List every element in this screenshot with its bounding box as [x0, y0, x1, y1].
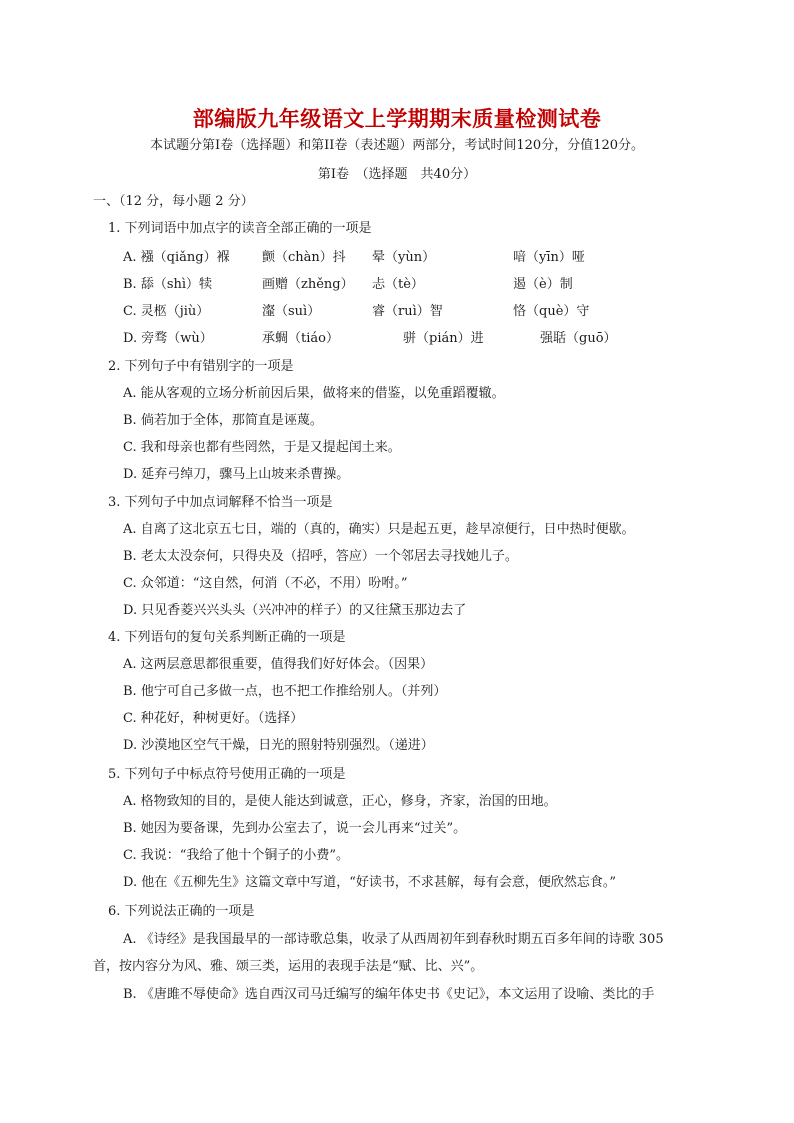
q1-option-d-word1: D. 旁骛（wù）: [123, 331, 213, 346]
q6-option-a-line1: A. 《诗经》是我国最早的一部诗歌总集，收录了从西周初年到春秋时期五百多年间的诗歌 305: [123, 932, 664, 947]
q1-option-c-word4: 恪（què）守: [513, 304, 590, 319]
q4-option-d: D. 沙漠地区空气干燥，日光的照射特别强烈。（递进）: [123, 738, 434, 753]
q1-option-c-word1: C. 灵柩（jiù）: [123, 304, 210, 319]
q1-option-d-word2: 承蜩（tiáo）: [262, 331, 339, 346]
q3-option-d: D. 只见香菱兴兴头头（兴冲冲的样子）的又往黛玉那边去了: [123, 603, 467, 618]
q1-stem: 1. 下列词语中加点字的读音全部正确的一项是: [108, 221, 372, 236]
q3-option-c: C. 众邻道：“这自然，何消（不必，不用）吩咐。”: [123, 576, 408, 591]
q1-option-a-word2: 颤（chàn）抖: [262, 250, 346, 265]
q6-option-b-line1: B. 《唐雎不辱使命》选自西汉司马迁编写的编年体史书《史记》，本文运用了设喻、类比的手: [123, 987, 655, 1002]
q1-option-b-word2: 画赠（zhěng）: [262, 277, 354, 292]
q1-option-b-word1: B. 舔（shì）犊: [123, 277, 213, 292]
exam-title: 部编版九年级语文上学期期末质量检测试卷: [192, 107, 602, 131]
q2-stem: 2. 下列句子中有错别字的一项是: [108, 359, 294, 374]
q1-option-c-word3: 睿（ruì）智: [372, 304, 443, 319]
q1-option-d-word4: 强聒（guō）: [540, 331, 617, 346]
q4-option-a: A. 这两层意思都很重要，值得我们好好体会。（因果）: [123, 657, 434, 672]
q1-option-b-word4: 遏（è）制: [513, 277, 573, 292]
q4-option-b: B. 他宁可自己多做一点，也不把工作推给别人。（并列）: [123, 684, 447, 699]
q1-option-a-word1: A. 襁（qiǎng）褓: [123, 250, 230, 265]
q2-option-d: D. 延弃弓绰刀，骤马上山坡来杀曹操。: [123, 467, 350, 482]
q1-option-d-word3: 骈（pián）进: [403, 331, 484, 346]
q5-stem: 5. 下列句子中标点符号使用正确的一项是: [108, 767, 346, 782]
q3-option-b: B. 老太太没奈何，只得央及（招呼，答应）一个邻居去寻找她儿子。: [123, 549, 518, 564]
q3-option-a: A. 自离了这北京五七日，端的（真的，确实）只是起五更，趁早凉便行，日中热时便歇。: [123, 522, 635, 537]
q4-option-c: C. 种花好，种树更好。（选择）: [123, 711, 304, 726]
part1-header: 第Ⅰ卷 （选择题 共40分）: [317, 167, 477, 182]
q2-option-b: B. 倘若加于全体，那简直是诬蔑。: [123, 413, 323, 428]
exam-intro: 本试题分第Ⅰ卷（选择题）和第II卷（表述题）两部分，考试时间120分，分值120分。: [149, 138, 645, 153]
q1-option-b-word3: 忐（tè）: [372, 277, 424, 292]
q1-option-a-word3: 晕（yùn）: [372, 250, 436, 265]
q6-stem: 6. 下列说法正确的一项是: [108, 904, 255, 919]
q5-option-a: A. 格物致知的目的，是使人能达到诚意，正心，修身，齐家，治国的田地。: [123, 794, 557, 809]
q5-option-d: D. 他在《五柳先生》这篇文章中写道，“好读书，不求甚解，每有会意，便欣然忘食。”: [123, 875, 617, 890]
q6-option-a-line2: 首，按内容分为风、雅、颂三类，运用的表现手法是“赋、比、兴”。: [93, 959, 484, 974]
q1-option-a-word4: 喑（yīn）哑: [513, 250, 585, 265]
q2-option-a: A. 能从客观的立场分析前因后果，做将来的借鉴，以免重蹈覆辙。: [123, 386, 505, 401]
q4-stem: 4. 下列语句的复句关系判断正确的一项是: [108, 630, 346, 645]
q1-option-c-word2: 瀣（suì）: [262, 304, 321, 319]
q5-option-b: B. 她因为要备课，先到办公室去了，说一会儿再来“过关”。: [123, 821, 467, 836]
q3-stem: 3. 下列句子中加点词解释不恰当一项是: [108, 495, 333, 510]
q5-option-c: C. 我说：“我给了他十个铜子的小费”。: [123, 848, 350, 863]
section1-heading: 一、（12 分，每小题 2 分）: [93, 194, 254, 209]
q2-option-c: C. 我和母亲也都有些罔然，于是又提起闰土来。: [123, 440, 401, 455]
